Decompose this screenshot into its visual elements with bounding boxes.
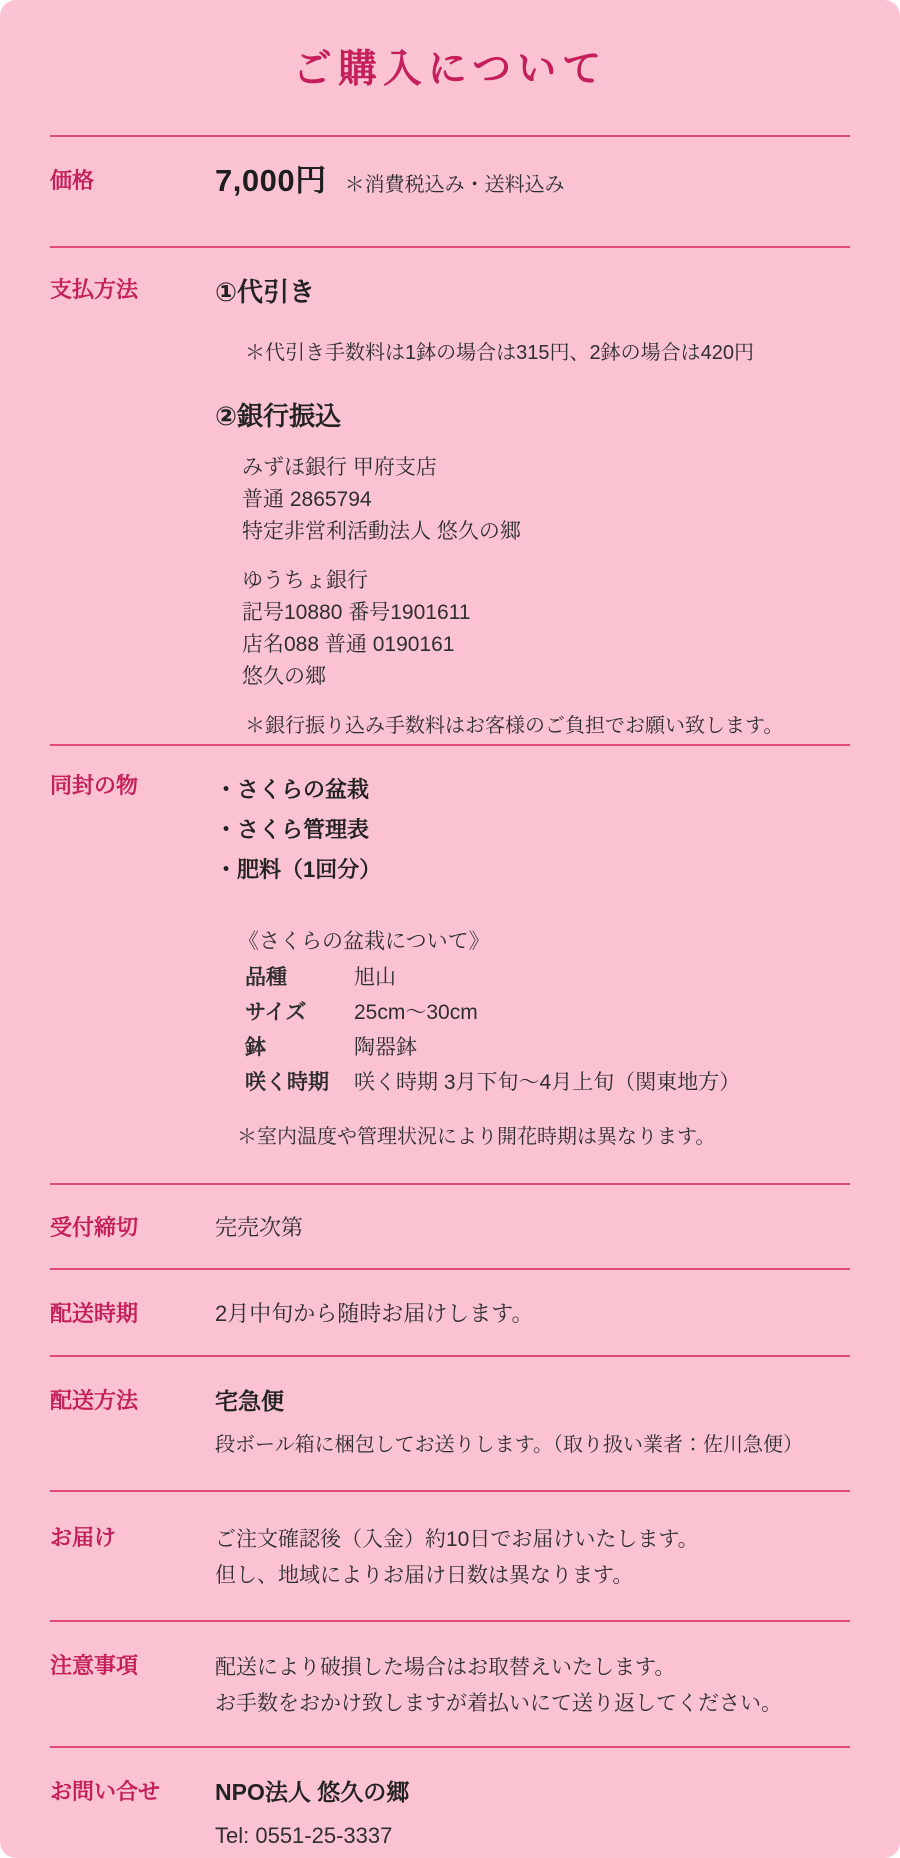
payment-cod-note: ＊代引き手数料は1鉢の場合は315円、2鉢の場合は420円 [245,342,754,364]
notes-line: 配送により破損した場合はお取替えいたします。 [215,1656,676,1679]
spec-name: 咲く時期 [245,1071,329,1094]
spec-row-size [245,995,850,1030]
notes-label: 注意事項 [50,1653,139,1678]
spec-value: 咲く時期 3月下旬～4月上旬（関東地方） [354,1071,741,1094]
contents-label: 同封の物 [50,773,139,798]
payment-bank-heading: ②銀行振込 [215,401,342,431]
contact-tel: Tel: 0551-25-3337 [215,1823,393,1848]
bank-account-mizuho [215,452,850,548]
shipping-time-content [215,1298,850,1330]
bonsai-about-block [215,926,850,1100]
contents-note: ＊室内温度や管理状況により開花時期は異なります。 [237,1126,716,1148]
payment-cod-heading: ①代引き [215,277,316,307]
price-line [215,165,850,197]
spec-row-pot [245,1030,850,1065]
bank-line: 店名088 普通 0190161 [242,633,455,656]
bonsai-about-heading: 《さくらの盆栽について》 [238,930,490,953]
spec-name: 品種 [245,966,287,989]
spec-row-bloom [245,1065,850,1100]
spec-value: 25cm～30cm [354,1001,478,1024]
delivery-label: お届け [50,1525,117,1550]
contents-row [50,744,850,1183]
shipping-time-row [50,1268,850,1355]
list-item: ・さくらの盆栽 [215,777,370,802]
notes-content [215,1650,850,1722]
deadline-content [215,1212,850,1244]
payment-content [215,274,850,741]
shipping-method-heading: 宅急便 [215,1388,284,1414]
shipping-method-content [215,1385,850,1460]
shipping-time-label: 配送時期 [50,1301,139,1326]
contact-content [215,1776,850,1853]
page-title: ご購入について [292,46,608,92]
spec-name: 鉢 [245,1036,266,1059]
spec-value: 旭山 [354,966,396,989]
delivery-line: 但し、地域によりお届け日数は異なります。 [215,1564,634,1587]
spec-name: サイズ [245,1001,307,1024]
price-label: 価格 [50,168,95,193]
spec-value: 陶器鉢 [354,1036,417,1059]
shipping-method-label: 配送方法 [50,1388,139,1413]
list-item: ・肥料（1回分） [215,857,382,882]
spec-row-variety [245,960,850,995]
contact-row [50,1746,850,1858]
price-row [50,135,850,246]
bank-line: 記号10880 番号1901611 [242,601,471,624]
bank-line: 特定非営利活動法人 悠久の郷 [242,520,521,543]
bank-line: ゆうちょ銀行 [242,569,368,592]
price-note: ＊消費税込み・送料込み [344,174,565,196]
contact-org: NPO法人 悠久の郷 [215,1779,410,1805]
title-block [50,0,850,135]
shipping-method-text: 段ボール箱に梱包してお送りします。（取り扱い業者：佐川急便） [215,1434,803,1456]
notes-row [50,1620,850,1746]
contact-label: お問い合せ [50,1779,161,1804]
deadline-text: 完売次第 [215,1215,304,1240]
bank-account-yucho [215,565,850,693]
delivery-row [50,1490,850,1620]
notes-line: お手数をおかけ致しますが着払いにて送り返してください。 [215,1692,782,1715]
list-item: ・さくら管理表 [215,817,370,842]
payment-row [50,246,850,744]
bank-line: みずほ銀行 甲府支店 [242,456,437,479]
shipping-method-row [50,1355,850,1490]
deadline-row [50,1183,850,1268]
delivery-line: ご注文確認後（入金）約10日でお届けいたします。 [215,1528,699,1551]
bank-line: 普通 2865794 [242,488,372,511]
contents-bullet-list [215,770,850,890]
payment-bank-note: ＊銀行振り込み手数料はお客様のご負担でお願い致します。 [245,715,784,737]
payment-label: 支払方法 [50,277,139,302]
bank-line: 悠久の郷 [242,665,326,688]
price-amount: 7,000円 [215,163,327,198]
contents-content [215,770,850,1152]
shipping-time-text: 2月中旬から随時お届けします。 [215,1301,534,1326]
deadline-label: 受付締切 [50,1215,139,1240]
delivery-content [215,1522,850,1594]
bonsai-spec-table [238,960,850,1100]
price-content [215,165,850,197]
